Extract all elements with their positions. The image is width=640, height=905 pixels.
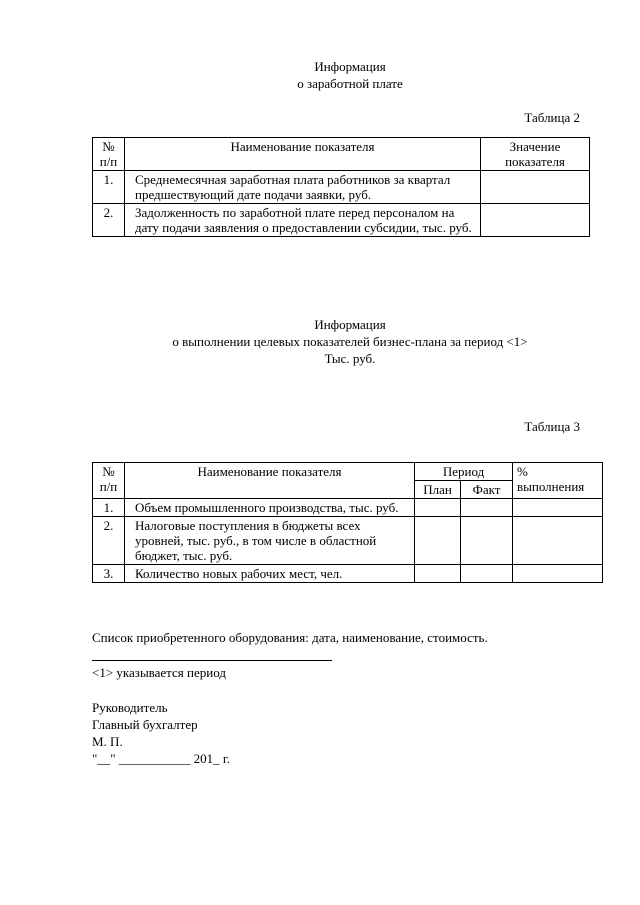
table3-row1-name: Объем промышленного производства, тыс. руб. (125, 499, 415, 517)
signature-date: "__" ___________ 201_ г. (92, 751, 230, 766)
table-row (93, 204, 590, 237)
table2-row2-num: 2. (93, 204, 125, 237)
table3-row2-fact[interactable] (461, 517, 513, 565)
table3 (92, 462, 603, 583)
table3-row2-percent[interactable] (513, 517, 603, 565)
table3-header-plan: План (415, 481, 461, 499)
table2-header-value: Значение показателя (481, 138, 590, 171)
table3-row1-fact[interactable] (461, 499, 513, 517)
section2-title-line1: Информация (314, 317, 386, 332)
table3-header-percent: % выполнения (513, 463, 603, 499)
section2-title-line3: Тыс. руб. (324, 351, 376, 366)
table3-row3-name: Количество новых рабочих мест, чел. (125, 565, 415, 583)
table3-row2-num: 2. (93, 517, 125, 565)
table3-row3-plan[interactable] (415, 565, 461, 583)
table3-row2-plan[interactable] (415, 517, 461, 565)
table2-row1-name: Среднемесячная заработная плата работников за квартал предшествующий дате подачи заявки, руб. (125, 171, 481, 204)
table2-row2-value[interactable] (481, 204, 590, 237)
footnote-divider (92, 660, 332, 661)
table2-header-num: № п/п (93, 138, 125, 171)
table3-row2-name: Налоговые поступления в бюджеты всех уровней, тыс. руб., в том числе в областной бюджет, тыс. руб. (125, 517, 415, 565)
table2-row1-value[interactable] (481, 171, 590, 204)
table2-header-name: Наименование показателя (125, 138, 481, 171)
section2-title-line2: о выполнении целевых показателей бизнес-плана за период <1> (172, 334, 528, 349)
table3-header-row1 (93, 463, 603, 481)
table-row (93, 517, 603, 565)
table3-label: Таблица 3 (524, 419, 580, 434)
table2-header-row (93, 138, 590, 171)
table2-row1-num: 1. (93, 171, 125, 204)
table2-row2-name: Задолженность по заработной плате перед персоналом на дату подачи заявления о предоставлении субсидии, тыс. руб. (125, 204, 481, 237)
table3-row1-plan[interactable] (415, 499, 461, 517)
signature-accountant: Главный бухгалтер (92, 717, 198, 732)
footnote: <1> указывается период (92, 665, 226, 680)
table3-row1-percent[interactable] (513, 499, 603, 517)
table3-header-name: Наименование показателя (125, 463, 415, 499)
table3-row3-fact[interactable] (461, 565, 513, 583)
table-row (93, 499, 603, 517)
signature-stamp: М. П. (92, 734, 123, 749)
table3-row3-num: 3. (93, 565, 125, 583)
section2-title (0, 316, 640, 367)
signature-block (92, 699, 230, 767)
table-row (93, 565, 603, 583)
section1-title-line2: о заработной плате (297, 76, 403, 91)
table3-header-fact: Факт (461, 481, 513, 499)
signature-head: Руководитель (92, 700, 168, 715)
equipment-note: Список приобретенного оборудования: дата, наименование, стоимость. (92, 630, 488, 645)
table3-row1-num: 1. (93, 499, 125, 517)
table2-label: Таблица 2 (524, 110, 580, 125)
table3-row3-percent[interactable] (513, 565, 603, 583)
section1-title-line1: Информация (314, 59, 386, 74)
table-row (93, 171, 590, 204)
section1-title (0, 58, 640, 92)
table3-header-num: № п/п (93, 463, 125, 499)
table3-header-period: Период (415, 463, 513, 481)
table2 (92, 137, 590, 237)
